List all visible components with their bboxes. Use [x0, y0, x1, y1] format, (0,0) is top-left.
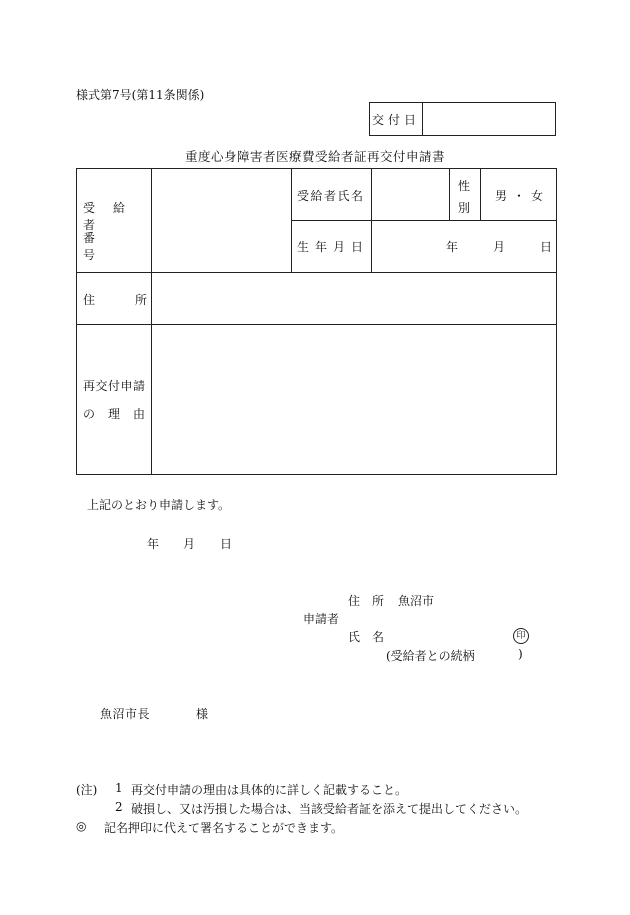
address-label: 住所: [83, 293, 188, 307]
applicant-address-label: 住所: [348, 594, 397, 608]
recipient-number-label-1: 受給者: [83, 201, 144, 232]
issue-date-field[interactable]: [423, 103, 555, 135]
relation-label: (受給者との続柄: [386, 649, 475, 663]
table-divider: [480, 169, 481, 220]
sex-label-1: 性: [458, 179, 471, 193]
recipient-number-label-2: 番号: [83, 231, 136, 262]
sex-label-2: 別: [458, 201, 471, 215]
dob-month: 月: [493, 240, 506, 254]
recipient-name-label: 受給者氏名: [297, 189, 365, 203]
recipient-number-label-line2: [83, 229, 149, 263]
note-1-number: 1: [115, 781, 123, 795]
form-number: 様式第7号(第11条関係): [76, 88, 205, 102]
footer-mark: ◎: [76, 819, 87, 833]
application-date-month: 月: [183, 537, 196, 551]
notes-prefix: (注): [76, 783, 98, 797]
footer-text: 記名押印に代えて署名することができます。: [104, 821, 344, 835]
applicant-name-field[interactable]: [390, 624, 505, 644]
addressee-name: 魚沼市長: [100, 707, 151, 721]
issue-date-label: 交付日: [370, 103, 423, 135]
declaration: 上記のとおり申請します。: [87, 498, 231, 512]
addressee-honorific: 様: [196, 707, 209, 721]
table-divider: [449, 169, 450, 220]
reason-label-2: の理由: [83, 407, 159, 421]
dob-day: 日: [540, 240, 553, 254]
note-2-text: 破損し、又は汚損した場合は、当該受給者証を添えて提出してください。: [131, 802, 528, 816]
form-title: 重度心身障害者医療費受給者証再交付申請書: [184, 149, 445, 164]
applicant-heading: 申請者: [303, 612, 340, 626]
relation-close: ): [518, 647, 523, 661]
relation-field[interactable]: [478, 645, 516, 663]
dob-label: 生年月日: [297, 240, 370, 254]
recipient-name-field[interactable]: [372, 169, 448, 219]
applicant-name-label: 氏名: [348, 630, 397, 644]
address-field[interactable]: [152, 273, 556, 323]
issue-date-box: [369, 102, 556, 136]
application-date-year: 年: [147, 537, 160, 551]
reason-label-1: 再交付申請: [83, 379, 146, 393]
sex-options[interactable]: 男・女: [495, 189, 550, 203]
dob-field[interactable]: [372, 221, 556, 271]
reason-field[interactable]: [152, 325, 556, 474]
recipient-number-field[interactable]: [152, 169, 290, 271]
application-date-day: 日: [220, 537, 233, 551]
note-2-number: 2: [115, 800, 123, 814]
application-form-table: [76, 168, 557, 475]
note-1-text: 再交付申請の理由は具体的に詳しく記載すること。: [131, 783, 408, 797]
applicant-address-value: 魚沼市: [398, 594, 435, 608]
recipient-number-label: [83, 199, 145, 233]
dob-year: 年: [446, 240, 459, 254]
seal-mark: 印: [513, 628, 529, 644]
